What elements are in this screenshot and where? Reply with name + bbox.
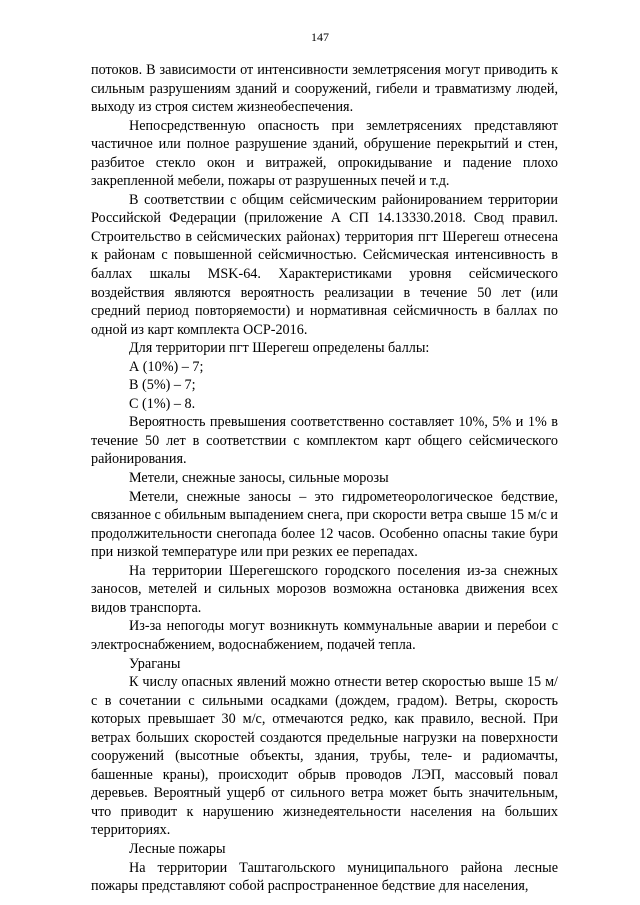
list-item-score-b: В (5%) – 7; [129,377,196,394]
paragraph-forest-fires: На территории Таштагольского муниципального района лесные пожары представляют собой распространенное бедствие для населения, [91,859,558,895]
list-item-score-a: А (10%) – 7; [129,358,204,375]
paragraph-earthquake-danger: Непосредственную опасность при землетрясениях представляют частичное или полное разрушение зданий, обрушение перекрытий и стен, разбитое стекло окон и витражей, опрокидывание и падение плохо закрепленной мебели, пожары от разрушенных печей и т.д. [91,117,558,190]
paragraph-hurricanes: К числу опасных явлений можно отнести ветер скоростью выше 15 м/с в сочетании с сильными осадками (дождем, градом). Ветры, скорость которых превышает 30 м/с, отмечаются редко, как правило, весной. При ветрах больших скоростей создаются предельные нагрузки на поверхности сооружений (высотные объекты, здания, трубы, теле- и радиомачты, башенные краны), происходит обрыв проводов ЛЭП, массовый повал деревьев. Вероятный ущерб от сильного ветра может быть значительным, что приводит к нарушению жизнедеятельности населения на больших территориях. [91,674,558,839]
paragraph-blizzards-utilities: Из-за непогоды могут возникнуть коммунальные аварии и перебои с электроснабжением, водоснабжением, подачей тепла. [91,618,558,653]
page-number: 147 [311,30,329,44]
paragraph-probability: Вероятность превышения соответственно составляет 10%, 5% и 1% в течение 50 лет в соответствии с комплектом карт общего сейсмического районирования. [91,414,558,468]
section-heading-forest-fires: Лесные пожары [129,840,226,857]
paragraph-scores-intro: Для территории пгт Шерегеш определены баллы: [129,340,430,357]
section-heading-hurricanes: Ураганы [129,655,181,672]
paragraph-blizzards-definition: Метели, снежные заносы – это гидрометеорологическое бедствие, связанное с обильным выпадением снега, при скорости ветра свыше 15 м/с и продолжительности снегопада более 12 часов. Особенно опасны такие бури при низкой температуре или при резких ее перепадах. [91,488,558,561]
section-heading-blizzards: Метели, снежные заносы, сильные морозы [129,470,389,487]
paragraph-continuation: потоков. В зависимости от интенсивности землетрясения могут приводить к сильным разрушениям зданий и сооружений, гибели и травматизму людей, выходу из строя систем жизнеобеспечения. [91,62,558,116]
page-body [91,61,558,896]
paragraph-seismic-zoning: В соответствии с общим сейсмическим районированием территории Российской Федерации (приложение А СП 14.13330.2018. Свод правил. Строительство в сейсмических районах) территория пгт Шерегеш отнесена к районам с повышенной сейсмичностью. Сейсмическая интенсивность в баллах шкалы MSK-64. Характеристиками уровня сейсмического воздействия являются вероятность реализации в течение 50 лет (или средний период повторяемости) и нормативная сейсмичность в баллах по одной из карт комплекта ОСР-2016. [91,191,558,338]
list-item-score-c: С (1%) – 8. [129,395,196,412]
paragraph-blizzards-transport: На территории Шерегешского городского поселения из-за снежных заносов, метелей и сильных морозов возможна остановка движения всех видов транспорта. [91,562,558,616]
